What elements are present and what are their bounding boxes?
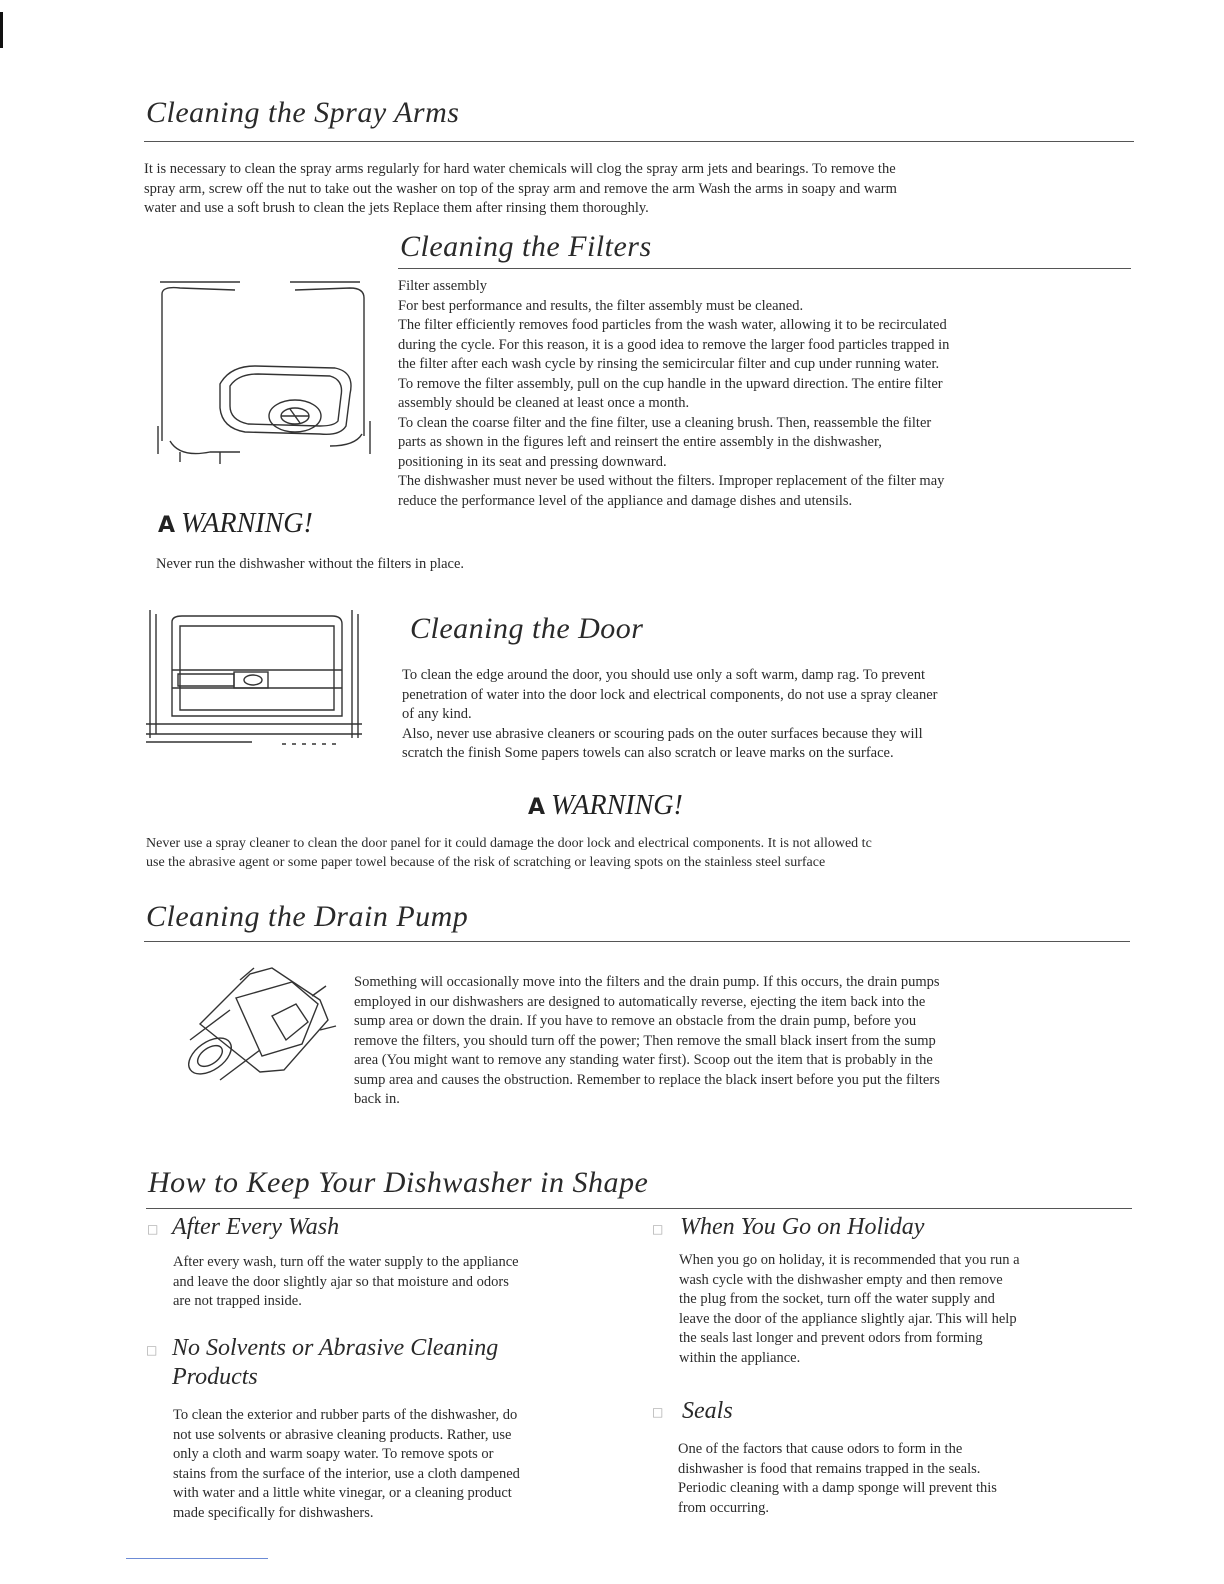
solvents-text bbox=[173, 1406, 520, 1523]
filters-line: For best performance and results, the filter assembly must be cleaned. bbox=[398, 297, 804, 314]
spray-arms-line: water and use a soft brush to clean the jets Replace them after rinsing them thoroughly. bbox=[144, 200, 649, 216]
solvents-heading-line: No Solvents or Abrasive Cleaning bbox=[172, 1335, 499, 1361]
seals-line: One of the factors that cause odors to form in the bbox=[678, 1441, 963, 1457]
filters-line: Filter assembly bbox=[398, 278, 488, 294]
filters-line: The filter efficiently removes food particles from the wash water, allowing it to be recirculated bbox=[398, 317, 947, 333]
filters-line: parts as shown in the figures left and reinsert the entire assembly in the dishwasher, bbox=[398, 434, 882, 450]
drain-pump-line: sump area or down the drain. If you have to remove an obstacle from the drain pump, before you bbox=[354, 1013, 917, 1029]
filters-line: positioning in its seat and pressing downward. bbox=[398, 453, 667, 470]
door-warning-text bbox=[146, 834, 872, 872]
door-illustration bbox=[142, 606, 372, 756]
filters-line: assembly should be cleaned at least once a month. bbox=[398, 395, 690, 411]
drain-pump-line: Something will occasionally move into the filters and the drain pump. If this occurs, the drain pumps bbox=[354, 974, 940, 990]
drain-pump-rule bbox=[144, 941, 1130, 942]
holiday-heading: When You Go on Holiday bbox=[680, 1214, 925, 1240]
holiday-line: When you go on holiday, it is recommended that you run a bbox=[679, 1252, 1020, 1268]
holiday-line: the plug from the socket, turn off the water supply and bbox=[679, 1291, 995, 1307]
filters-line: The dishwasher must never be used without the filters. Improper replacement of the filter may bbox=[398, 473, 945, 489]
filters-line: reduce the performance level of the appliance and damage dishes and utensils. bbox=[398, 492, 853, 509]
filters-heading: Cleaning the Filters bbox=[400, 230, 652, 263]
filters-warning-title: WARNING! bbox=[181, 508, 313, 539]
filter-assembly-illustration bbox=[150, 276, 380, 466]
door-warning-heading bbox=[528, 790, 683, 822]
holiday-line: wash cycle with the dishwasher empty and then remove bbox=[679, 1271, 1003, 1288]
solvents-heading-line: Products bbox=[172, 1364, 258, 1390]
solvents-line: made specifically for dishwashers. bbox=[173, 1504, 374, 1521]
after-wash-line: and leave the door slightly ajar so that moisture and odors bbox=[173, 1273, 509, 1290]
drain-pump-line: employed in our dishwashers are designed to automatically reverse, ejecting the item back into the bbox=[354, 993, 926, 1010]
seals-text bbox=[678, 1440, 997, 1518]
seals-line: Periodic cleaning with a damp sponge will prevent this bbox=[678, 1480, 997, 1496]
holiday-line: the seals last longer and prevent odors from forming bbox=[679, 1330, 983, 1346]
door-line: Also, never use abrasive cleaners or scouring pads on the outer surfaces because they will bbox=[402, 725, 923, 742]
drain-pump-line: area (You might want to remove any standing water first). Scoop out the item that is probably in the bbox=[354, 1052, 933, 1068]
drain-pump-heading: Cleaning the Drain Pump bbox=[146, 900, 469, 933]
holiday-text bbox=[679, 1251, 1020, 1368]
after-wash-line: are not trapped inside. bbox=[173, 1293, 302, 1309]
door-warning-title: WARNING! bbox=[551, 790, 683, 821]
holiday-line: within the appliance. bbox=[679, 1349, 801, 1366]
door-text bbox=[402, 666, 938, 764]
solvents-line: with water and a little white vinegar, or a cleaning product bbox=[173, 1485, 512, 1501]
drain-pump-text bbox=[354, 973, 940, 1110]
filters-line: the filter after each wash cycle by rinsing the semicircular filter and cup under running water. bbox=[398, 356, 940, 372]
door-line: of any kind. bbox=[402, 706, 472, 722]
bullet-mark-icon: □ bbox=[146, 1343, 158, 1357]
filters-line: To remove the filter assembly, pull on the cup handle in the upward direction. The entire filter bbox=[398, 375, 943, 392]
warning-triangle-icon: A bbox=[158, 513, 176, 538]
filters-warning-heading bbox=[158, 508, 313, 540]
door-line: To clean the edge around the door, you should use only a soft warm, damp rag. To prevent bbox=[402, 667, 926, 683]
drain-pump-line: back in. bbox=[354, 1091, 400, 1107]
seals-line: dishwasher is food that remains trapped in the seals. bbox=[678, 1460, 981, 1477]
solvents-line: To clean the exterior and rubber parts of the dishwasher, do bbox=[173, 1407, 518, 1423]
bullet-mark-icon: □ bbox=[652, 1222, 664, 1236]
solvents-line: only a cloth and warm soapy water. To remove spots or bbox=[173, 1446, 494, 1462]
drain-pump-illustration bbox=[180, 960, 340, 1090]
footer-blue-line bbox=[126, 1558, 268, 1559]
seals-line: from occurring. bbox=[678, 1499, 769, 1516]
spray-arms-line: spray arm, screw off the nut to take out the washer on top of the spray arm and remove the arm Wash the arms in soapy and warm bbox=[144, 180, 897, 197]
shape-heading: How to Keep Your Dishwasher in Shape bbox=[148, 1166, 649, 1199]
door-line: penetration of water into the door lock and electrical components, do not use a spray cleaner bbox=[402, 686, 938, 703]
spray-arms-rule bbox=[144, 141, 1134, 142]
door-warning-line: use the abrasive agent or some paper towel because of the risk of scratching or leaving spots on the stainless steel surface bbox=[146, 855, 826, 870]
door-line: scratch the finish Some papers towels can also scratch or leave marks on the surface. bbox=[402, 745, 894, 761]
door-heading: Cleaning the Door bbox=[410, 612, 644, 645]
filters-line: To clean the coarse filter and the fine filter, use a cleaning brush. Then, reassemble the filter bbox=[398, 414, 932, 431]
filters-line: during the cycle. For this reason, it is a good idea to remove the larger food particles trapped in bbox=[398, 336, 950, 353]
spray-arms-line: It is necessary to clean the spray arms regularly for hard water chemicals will clog the spray arm jets and bearings. To remove the bbox=[144, 161, 896, 177]
bullet-mark-icon: □ bbox=[652, 1405, 664, 1419]
scan-edge-mark bbox=[0, 12, 3, 48]
drain-pump-line: sump area and causes the obstruction. Remember to replace the black insert before you put the filters bbox=[354, 1071, 940, 1088]
bullet-mark-icon: □ bbox=[147, 1222, 159, 1236]
after-wash-line: After every wash, turn off the water supply to the appliance bbox=[173, 1254, 519, 1270]
holiday-line: leave the door of the appliance slightly ajar. This will help bbox=[679, 1310, 1017, 1327]
filters-warning-text: Never run the dishwasher without the filters in place. bbox=[156, 556, 465, 572]
solvents-line: not use solvents or abrasive cleaning products. Rather, use bbox=[173, 1426, 512, 1443]
solvents-line: stains from the surface of the interior, use a cloth dampened bbox=[173, 1465, 520, 1482]
after-wash-text bbox=[173, 1253, 519, 1312]
warning-triangle-icon: A bbox=[528, 795, 546, 820]
drain-pump-line: remove the filters, you should turn off the power; Then remove the small black insert from the sump bbox=[354, 1032, 936, 1049]
spray-arms-text bbox=[144, 160, 897, 219]
seals-heading: Seals bbox=[682, 1398, 733, 1424]
filters-rule bbox=[398, 268, 1131, 269]
shape-rule bbox=[146, 1208, 1132, 1209]
after-wash-heading: After Every Wash bbox=[172, 1214, 340, 1240]
solvents-heading bbox=[172, 1334, 498, 1392]
door-warning-line: Never use a spray cleaner to clean the door panel for it could damage the door lock and electrical components. It is not allowed tc bbox=[146, 836, 872, 851]
filters-text bbox=[398, 277, 949, 511]
spray-arms-heading: Cleaning the Spray Arms bbox=[146, 96, 460, 129]
